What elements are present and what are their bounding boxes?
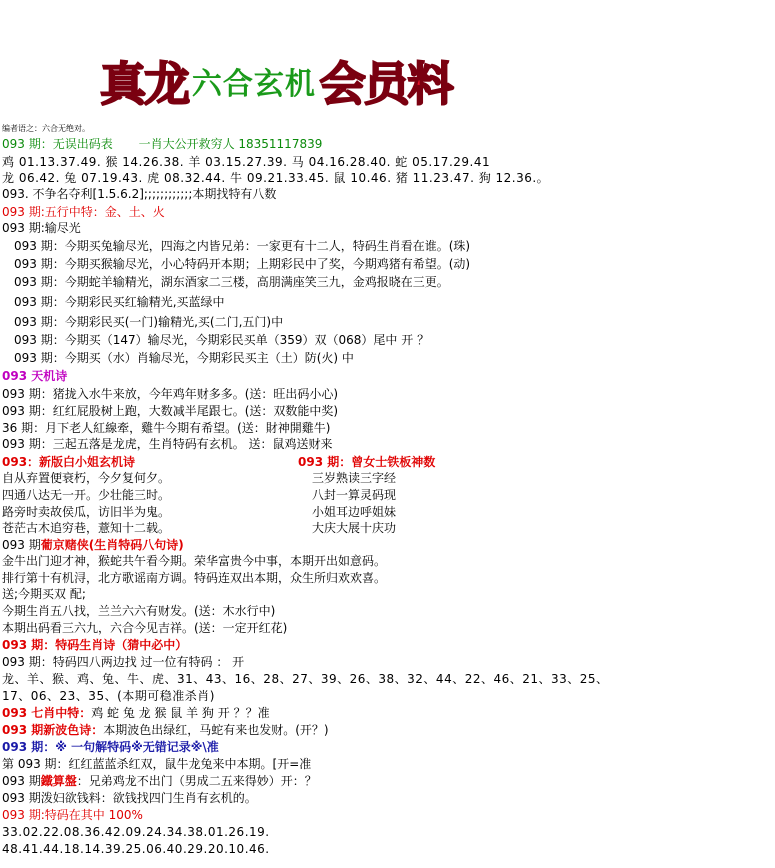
macau-gambler-line-4: 今期生肖五八找，兰兰六六有财发。(送：木水行中) xyxy=(2,604,276,618)
white-lady-poem-title: 093：新版白小姐玄机诗 xyxy=(2,455,136,469)
special-code-numbers-2: 48.41.44.18.14.39.25.06.40.29.20.10.46. xyxy=(2,842,270,856)
seven-zodiac-values: 鸡 蛇 兔 龙 猴 鼠 羊 狗 开 ？？准 xyxy=(91,706,270,720)
iron-plate-line-1: 三岁熟读三字经 xyxy=(312,471,397,485)
special-zodiac-poem-title: 093 期：特码生肖诗（猜中必中） xyxy=(2,638,188,652)
iron-abacus-period: 093 期 xyxy=(2,774,41,788)
one-sentence-title: 093 期：※ 一句解特码※无错记录※\准 xyxy=(2,740,219,754)
special-zodiac-line-1: 093 期：特码四八两边找 过一位有特码 ： 开 xyxy=(2,655,245,669)
iron-plate-line-2: 八封一算灵码现 xyxy=(312,488,397,502)
white-lady-line-1: 自从弃置便衰朽，今夕复何夕。 xyxy=(2,471,171,485)
white-lady-line-4: 苍茫古木追穷巷，薏知十二载。 xyxy=(2,521,171,535)
white-lady-line-3: 路旁时卖故侯瓜，访旧半为鬼。 xyxy=(2,505,171,519)
zodiac-numbers-row-1: 鸡 01.13.37.49. 猴 14.26.38. 羊 03.15.27.39. 马 04.16.28.40. 蛇 05.17.29.41 xyxy=(2,155,491,169)
lose-line-6: 093 期：今期买（147）输尽光，今期彩民买单（359）双（068）尾中 开 ？ xyxy=(14,333,430,347)
special-code-title: 093 期:特码在其中 100% xyxy=(2,808,143,822)
wave-color-text: 本期波色出绿红，马蛇有来也发财。(开？) xyxy=(103,723,329,737)
iron-plate-title: 093 期：曾女士铁板神数 xyxy=(298,455,436,469)
lose-line-5: 093 期：今期彩民买(一门)输精光,买(二门,五门)中 xyxy=(14,315,284,329)
special-code-numbers-1: 33.02.22.08.36.42.09.24.34.38.01.26.19. xyxy=(2,825,270,839)
macau-gambler-period: 093 期 xyxy=(2,538,41,552)
lose-line-2: 093 期：今期买猴输尽光，小心特码开本期；上期彩民中了奖，今期鸡猪有希望。(动) xyxy=(14,257,471,271)
zodiac-kill-list-2: 17、06、23、35、(本期可稳准杀肖) xyxy=(2,689,215,703)
shrew-money-line: 093 期泼妇欲钱料：欲钱找四门生肖有玄机的。 xyxy=(2,791,257,805)
line-no-fame: 093. 不争名夺利[1.5.6.2];;;;;;;;;;;;本期找特有八数 xyxy=(2,187,277,201)
white-lady-line-2: 四通八达无一开。少壮能三时。 xyxy=(2,488,171,502)
lose-line-7: 093 期：今期买（水）肖输尽光，今期彩民买主（土）防(火) 中 xyxy=(14,351,354,365)
macau-gambler-title xyxy=(2,537,184,553)
heaven-poem-title: 093 天机诗 xyxy=(2,369,68,383)
iron-abacus-text: ：兄弟鸡龙不出门（男成二五来得妙）开：？ xyxy=(76,774,317,788)
wave-color-label: 093 期新波色诗： xyxy=(2,723,104,737)
heaven-poem-line-1: 093 期：猪拢入水牛来放，今年鸡年财多多。(送：旺出码小心) xyxy=(2,387,339,401)
iron-plate-line-3: 小姐耳边呼姐妹 xyxy=(312,505,397,519)
lose-line-1: 093 期：今期买兔输尽光，四海之内皆兄弟：一家更有十二人，特码生肖看在谁。(珠) xyxy=(14,239,471,253)
macau-gambler-line-1: 金牛出门迎才神，猴蛇共午看今期。荣华富贵今中事，本期开出如意码。 xyxy=(2,554,387,568)
macau-gambler-line-3: 送;今期买双 配; xyxy=(2,587,86,601)
seven-zodiac-line xyxy=(2,705,270,721)
banner-title-part2: 六合玄机 xyxy=(191,67,316,102)
iron-plate-line-4: 大庆大展十庆功 xyxy=(312,521,397,535)
zodiac-kill-list: 龙、羊、猴、鸡、兔、牛、虎、31、43、16、28、27、39、26、38、32、44、22、46、21、33、25、 xyxy=(2,672,609,686)
lose-line-4: 093 期：今期彩民买红输精光,买蓝绿中 xyxy=(14,295,225,309)
editor-note: 编者语之：六合无绝对。 xyxy=(2,124,90,133)
title-banner xyxy=(100,48,500,111)
wave-color-line xyxy=(2,722,329,738)
macau-gambler-line-2: 排行第十有机浔，北方歌谣南方调。特码连双出本期，众生所归欢欢喜。 xyxy=(2,571,387,585)
iron-abacus-line xyxy=(2,773,317,789)
heaven-poem-line-2: 093 期：红红屁股树上跑，大数减半尾跟七。(送：双数能中奖) xyxy=(2,404,339,418)
lose-line-3: 093 期：今期蛇羊输精光，湖东酒家二三楼，高朋满座笑三九，金鸡报晓在三更。 xyxy=(14,275,449,289)
zodiac-numbers-row-2: 龙 06.42. 兔 07.19.43. 虎 08.32.44. 牛 09.21.33.45. 鼠 10.46. 猪 11.23.47. 狗 12.36.。 xyxy=(2,171,550,185)
macau-gambler-line-5: 本期出码看三六九，六合今见吉祥。(送：一定开红花) xyxy=(2,621,288,635)
one-sentence-line: 第 093 期：红红蓝蓝杀红双，鼠牛龙兔来中本期。[开=准 xyxy=(2,757,312,771)
five-elements-line: 093 期:五行中特：金、土、火 xyxy=(2,205,165,219)
seven-zodiac-label: 093 七肖中特： xyxy=(2,706,92,720)
heaven-poem-line-3: 36 期：月下老人紅線牽，雞牛今期有希望。(送：財神開雞牛) xyxy=(2,421,331,435)
banner-title-part3: 会员料 xyxy=(319,57,452,111)
code-table-label: 093 期：无误出码表 xyxy=(2,137,113,151)
lose-all-title: 093 期:输尽光 xyxy=(2,221,81,235)
heaven-poem-line-4: 093 期：三起五落是龙虎，生肖特码有玄机。 送：鼠鸡送财来 xyxy=(2,437,333,451)
macau-gambler-label: 葡京赌侠(生肖特码八句诗) xyxy=(40,538,184,552)
line-code-table-title xyxy=(2,136,322,152)
banner-title-part1: 真龙 xyxy=(100,57,188,111)
iron-abacus-label: 鐵算盤 xyxy=(40,774,77,788)
contact-label: 一肖大公开救穷人 18351117839 xyxy=(138,137,323,151)
